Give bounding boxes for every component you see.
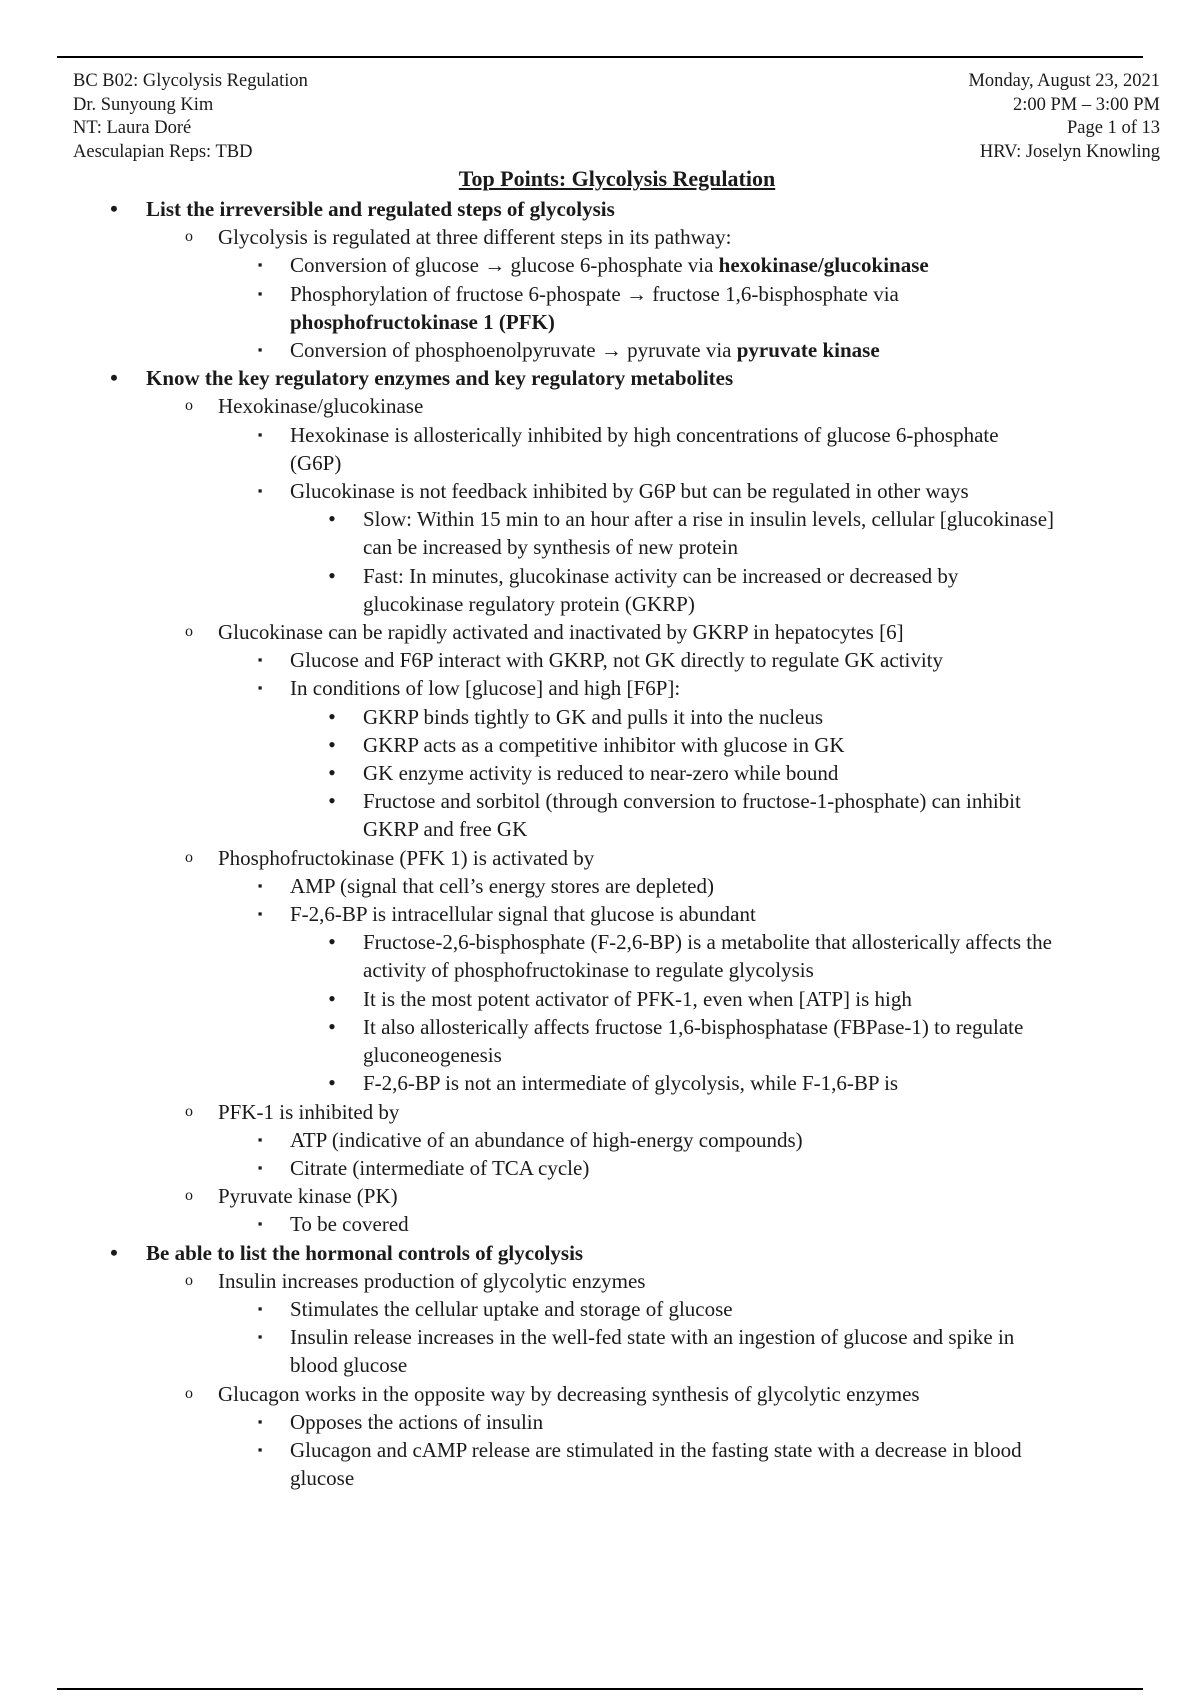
bullet-marker: ▪: [257, 342, 263, 358]
bullet-marker: •: [110, 196, 118, 221]
list-item: ▪ Stimulates the cellular uptake and storage of glucose: [0, 1295, 1200, 1323]
bullet-marker: ▪: [257, 1216, 263, 1232]
list-item: ▪ Conversion of glucose → glucose 6-phosphate via hexokinase/glucokinase: [0, 251, 1200, 279]
list-item: ▪ AMP (signal that cell’s energy stores are depleted): [0, 872, 1200, 900]
list-item: ▪ Citrate (intermediate of TCA cycle): [0, 1154, 1200, 1182]
list-item: ▪ Glucagon and cAMP release are stimulated in the fasting state with a decrease in blood: [0, 1436, 1200, 1464]
enzyme-name: pyruvate kinase: [736, 338, 880, 363]
bullet-marker: •: [110, 1239, 118, 1265]
list-item-continuation: (G6P): [290, 450, 342, 475]
bullet-marker: •: [328, 788, 336, 814]
bullet-marker: •: [328, 506, 336, 532]
bullet-marker: •: [110, 365, 118, 391]
enzyme-name: hexokinase/glucokinase: [718, 253, 929, 278]
list-item: ▪ In conditions of low [glucose] and high [F6P]:: [0, 674, 1200, 702]
bullet-marker: ▪: [257, 877, 263, 893]
bullet-marker: ▪: [257, 680, 263, 696]
list-item: • F-2,6-BP is not an intermediate of glycolysis, while F-1,6-BP is: [0, 1069, 1200, 1097]
list-item: • Fructose-2,6-bisphosphate (F-2,6-BP) is a metabolite that allosterically affects the: [0, 928, 1200, 956]
reviewer: HRV: Joselyn Knowling: [979, 141, 1160, 162]
header-left: [73, 70, 308, 164]
list-item: o Pyruvate kinase (PK): [0, 1182, 1200, 1210]
bullet-marker: ▪: [257, 906, 263, 922]
enzyme-name: phosphofructokinase 1 (PFK): [290, 309, 555, 334]
note-taker: NT: Laura Doré: [73, 118, 192, 138]
list-item: o Insulin increases production of glycolytic enzymes: [0, 1267, 1200, 1295]
bullet-marker: •: [328, 703, 336, 729]
top-rule: [57, 56, 1143, 58]
list-item-continuation: gluconeogenesis: [363, 1043, 502, 1068]
bullet-marker: o: [185, 623, 193, 641]
reps: Aesculapian Reps: TBD: [73, 141, 253, 162]
list-item: • GKRP binds tightly to GK and pulls it into the nucleus: [0, 703, 1200, 731]
bullet-marker: ▪: [257, 1159, 263, 1175]
list-item: ▪ Hexokinase is allosterically inhibited by high concentrations of glucose 6-phosphate: [0, 421, 1200, 449]
header-right: [968, 70, 1160, 164]
list-item: • Fructose and sorbitol (through conversion to fructose-1-phosphate) can inhibit: [0, 787, 1200, 815]
bullet-marker: o: [185, 397, 193, 415]
bullet-marker: o: [185, 1384, 193, 1402]
list-item: o Phosphofructokinase (PFK 1) is activated by: [0, 844, 1200, 872]
bullet-marker: ▪: [257, 285, 263, 301]
bullet-marker: ▪: [257, 257, 263, 273]
bullet-marker: •: [328, 760, 336, 786]
notes-body: [0, 195, 1200, 1492]
bullet-marker: ▪: [257, 1329, 263, 1345]
section-heading: • Be able to list the hormonal controls of glycolysis: [0, 1239, 1200, 1267]
page-number: Page 1 of 13: [1067, 118, 1160, 138]
bottom-rule: [57, 1688, 1143, 1690]
bullet-marker: ▪: [257, 1131, 263, 1147]
list-item: ▪ ATP (indicative of an abundance of high-energy compounds): [0, 1126, 1200, 1154]
list-item: ▪ Insulin release increases in the well-fed state with an ingestion of glucose and spike in: [0, 1323, 1200, 1351]
list-item-continuation: GKRP and free GK: [363, 817, 528, 842]
bullet-marker: ▪: [257, 426, 263, 442]
list-item: • It is the most potent activator of PFK-1, even when [ATP] is high: [0, 985, 1200, 1013]
course-title: BC B02: Glycolysis Regulation: [73, 71, 308, 91]
list-item: ▪ Phosphorylation of fructose 6-phospate → fructose 1,6-bisphosphate via: [0, 280, 1200, 308]
list-item: ▪ To be covered: [0, 1210, 1200, 1238]
bullet-marker: ▪: [257, 652, 263, 668]
section-heading: • Know the key regulatory enzymes and key regulatory metabolites: [0, 364, 1200, 392]
list-item-continuation: can be increased by synthesis of new protein: [363, 535, 738, 560]
bullet-marker: o: [185, 1102, 193, 1120]
bullet-marker: •: [328, 985, 336, 1011]
list-item: o Hexokinase/glucokinase: [0, 392, 1200, 420]
list-item: ▪ Conversion of phosphoenolpyruvate → pyruvate via pyruvate kinase: [0, 336, 1200, 364]
list-item: • It also allosterically affects fructose 1,6-bisphosphatase (FBPase-1) to regulate: [0, 1013, 1200, 1041]
list-item: o Glucokinase can be rapidly activated and inactivated by GKRP in hepatocytes [6]: [0, 618, 1200, 646]
list-item: ▪ Opposes the actions of insulin: [0, 1408, 1200, 1436]
list-item-continuation: [0, 308, 1200, 336]
bullet-marker: o: [185, 1271, 193, 1289]
bullet-marker: ▪: [257, 483, 263, 499]
bullet-marker: ▪: [257, 1300, 263, 1316]
list-item: ▪ Glucose and F6P interact with GKRP, not GK directly to regulate GK activity: [0, 646, 1200, 674]
bullet-marker: o: [185, 848, 193, 866]
list-item: o PFK-1 is inhibited by: [0, 1098, 1200, 1126]
bullet-marker: •: [328, 1070, 336, 1096]
list-item: o Glucagon works in the opposite way by decreasing synthesis of glycolytic enzymes: [0, 1380, 1200, 1408]
bullet-marker: ▪: [257, 1441, 263, 1457]
bullet-marker: •: [328, 929, 336, 955]
list-item-continuation: activity of phosphofructokinase to regulate glycolysis: [363, 958, 814, 983]
lecture-date: Monday, August 23, 2021: [968, 71, 1160, 91]
list-item: • GKRP acts as a competitive inhibitor with glucose in GK: [0, 731, 1200, 759]
list-item: ▪ F-2,6-BP is intracellular signal that glucose is abundant: [0, 900, 1200, 928]
bullet-marker: o: [185, 228, 193, 246]
list-item: • Slow: Within 15 min to an hour after a rise in insulin levels, cellular [glucokinase]: [0, 505, 1200, 533]
list-item-continuation: glucose: [290, 1466, 355, 1491]
bullet-marker: •: [328, 562, 336, 588]
list-item-continuation: glucokinase regulatory protein (GKRP): [363, 591, 695, 616]
bullet-marker: o: [185, 1187, 193, 1205]
list-item-continuation: blood glucose: [290, 1353, 408, 1378]
lecturer: Dr. Sunyoung Kim: [73, 94, 214, 115]
list-item: • Fast: In minutes, glucokinase activity can be increased or decreased by: [0, 562, 1200, 590]
lecture-time: 2:00 PM – 3:00 PM: [1012, 94, 1160, 115]
list-item: ▪ Glucokinase is not feedback inhibited by G6P but can be regulated in other ways: [0, 477, 1200, 505]
section-heading: • List the irreversible and regulated steps of glycolysis: [0, 195, 1200, 223]
bullet-marker: ▪: [257, 1413, 263, 1429]
bullet-marker: •: [328, 1013, 336, 1039]
list-item: • GK enzyme activity is reduced to near-zero while bound: [0, 759, 1200, 787]
bullet-marker: •: [328, 731, 336, 757]
page-title: Top Points: Glycolysis Regulation: [458, 166, 776, 191]
list-item: o Glycolysis is regulated at three different steps in its pathway:: [0, 223, 1200, 251]
